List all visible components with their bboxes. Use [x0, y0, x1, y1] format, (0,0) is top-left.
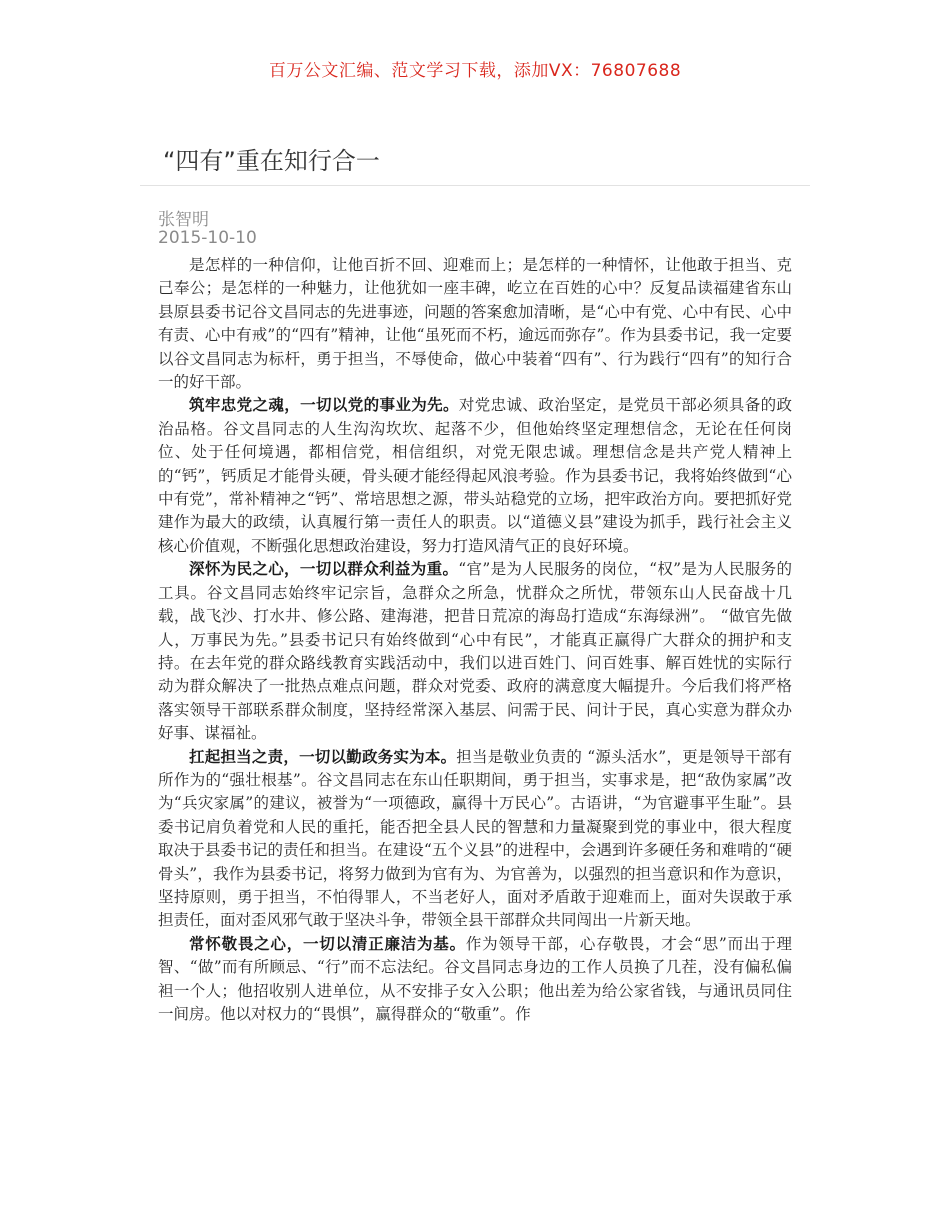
paragraph-heading: 扛起担当之责，一切以勤政务实为本。: [189, 747, 457, 766]
article-title: “四有”重在知行合一: [163, 147, 380, 175]
paragraph-text: 作为领导干部，心存敬畏，才会“思”而出于理智、“做”而有所顾忌、“行”而不忘法纪。谷文昌同志身边的工作人员换了几茬，没有偏私偏袒一个人；他招收别人进单位，从不安排子女入公职；他出差为给公家省钱，与通讯员同住一间房。他以对权力的“畏惧”，赢得群众的“敬重”。作: [158, 934, 792, 1023]
paragraph-responsibility: [158, 746, 792, 933]
article-date: 2015-10-10: [158, 228, 257, 248]
article-body: [158, 254, 792, 1026]
paragraph-heading: 常怀敬畏之心，一切以清正廉洁为基。: [189, 934, 466, 953]
paragraph-text: 是怎样的一种信仰，让他百折不回、迎难而上；是怎样的一种情怀，让他敢于担当、克己奉公；是怎样的一种魅力，让他犹如一座丰碑，屹立在百姓的心中？反复品读福建省东山县原县委书记谷文昌同志的先进事迹，问题的答案愈加清晰，是“心中有党、心中有民、心中有责、心中有戒”的“四有”精神，让他“虽死而不朽，逾远而弥存”。作为县委书记，我一定要以谷文昌同志为标杆，勇于担当，不辱使命，做心中装着“四有”、行为践行“四有”的知行合一的好干部。: [158, 256, 792, 392]
paragraph-text: 对党忠诚、政治坚定，是党员干部必须具备的政治品格。谷文昌同志的人生沟沟坎坎、起落不少，但他始终坚定理想信念，无论在任何岗位、处于任何境遇，都相信党，相信组织，对党无限忠诚。理想信念是共产党人精神上的“钙”，钙质足才能骨头硬，骨头硬才能经得起风浪考验。作为县委书记，我将始终做到“心中有党”，常补精神之“钙”、常培思想之源，带头站稳党的立场，把牢政治方向。要把抓好党建作为最大的政绩，认真履行第一责任人的职责。以“道德义县”建设为抓手，践行社会主义核心价值观，不断强化思想政治建设，努力打造风清气正的良好环境。: [158, 396, 792, 555]
paragraph-intro: [158, 254, 792, 394]
article-author: 张智明: [158, 210, 209, 230]
paragraph-heading: 筑牢忠党之魂，一切以党的事业为先。: [189, 396, 459, 415]
paragraph-text: 担当是敬业负责的 “源头活水”，更是领导干部有所作为的“强壮根基”。谷文昌同志在东山任职期间，勇于担当，实事求是，把“敌伪家属”改为“兵灾家属”的建议，被誉为“一项德政，赢得十万民心”。古语讲，“为官避事平生耻”。县委书记肩负着党和人民的重托，能否把全县人民的智慧和力量凝聚到党的事业中，很大程度取决于县委书记的责任和担当。在建设“五个义县”的进程中，会遇到许多硬任务和难啃的“硬骨头”，我作为县委书记，将努力做到为官有为、为官善为，以强烈的担当意识和作为意识，坚持原则，勇于担当，不怕得罪人，不当老好人，面对矛盾敢于迎难而上，面对失误敢于承担责任，面对歪风邪气敢于坚决斗争，带领全县干部群众共同闯出一片新天地。: [158, 747, 792, 930]
paragraph-loyalty: [158, 394, 792, 558]
title-divider: [140, 185, 810, 186]
promo-banner: 百万公文汇编、范文学习下载，添加VX：76807688: [268, 61, 682, 81]
paragraph-integrity: [158, 933, 792, 1027]
paragraph-text: “官”是为人民服务的岗位，“权”是为人民服务的工具。谷文昌同志始终牢记宗旨，急群众之所急，忧群众之所忧，带领东山人民奋战十几载，战飞沙、打水井、修公路、建海港，把昔日荒凉的海岛打造成“东海绿洲”。 “做官先做人，万事民为先。”县委书记只有始终做到“心中有民”，才能真正赢得广大群众的拥护和支持。在去年党的群众路线教育实践活动中，我们以进百姓门、问百姓事、解百姓忧的实际行动为群众解决了一批热点难点问题，群众对党委、政府的满意度大幅提升。今后我们将严格落实领导干部联系群众制度，坚持经常深入基层、问需于民、问计于民，真心实意为群众办好事、谋福祉。: [158, 560, 792, 743]
paragraph-people: [158, 558, 792, 745]
paragraph-heading: 深怀为民之心，一切以群众利益为重。: [189, 560, 459, 579]
